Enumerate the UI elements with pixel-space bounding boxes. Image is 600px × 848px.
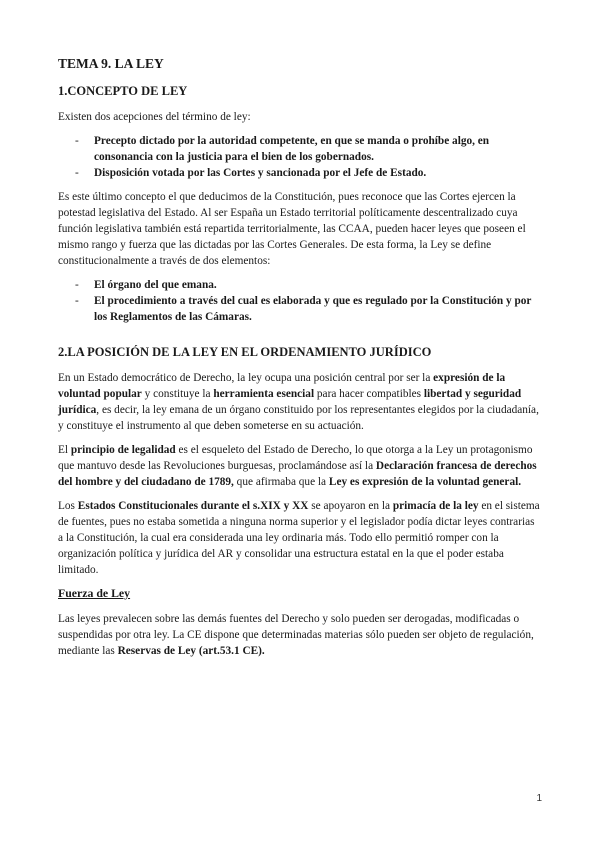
- section-heading-posicion: 2.LA POSICIÓN DE LA LEY EN EL ORDENAMIENTO JURÍDICO: [58, 345, 432, 359]
- document-page: [58, 56, 542, 667]
- list-item-text: El órgano del que emana.: [94, 279, 217, 291]
- paragraph-principio-legalidad: El principio de legalidad es el esqueleto del Estado de Derecho, lo que otorga a la Ley un protagonismo que mantuvo desde las Revoluciones burguesas, proclamándose así la Declaración francesa de derechos del hombre y del ciudadano de 1789, que afirmaba que la Ley es expresión de la voluntad general.: [58, 444, 537, 488]
- section-spacer: [58, 333, 542, 345]
- paragraph-estados-constitucionales: Los Estados Constitucionales durante el s.XIX y XX se apoyaron en la primacía de la ley en el sistema de fuentes, pues no estaba sometida a ninguna norma superior y el legislador podía dictar leyes contrarias a la Constitución, la cual era considerada una ley ordinaria más. Todo ello permitió romper con la organización política y jurídica del AR y consolidar una estructura estatal en la que el poder estaba limitado.: [58, 500, 540, 576]
- paragraph-constitucion: Es este último concepto el que deducimos de la Constitución, pues reconoce que las Cortes ejercen la potestad legislativa del Estado. Al ser España un Estado territorial políticamente descentralizado cuya función legislativa también está repartida territorialmente, las CCAA, pueden hacer leyes que poseen el mismo rango y fuerza que las dictadas por las Cortes Generales. De esta forma, la Ley se define constitucionalmente a través de dos elementos:: [58, 191, 526, 267]
- dash-marker: -: [75, 295, 79, 307]
- list-item-text: El procedimiento a través del cual es elaborada y que es regulado por la Constitución y por los Reglamentos de las Cámaras.: [94, 295, 532, 323]
- list-item: [58, 277, 542, 293]
- subheading-fuerza-de-ley: Fuerza de Ley: [58, 586, 131, 600]
- page-number: 1: [536, 793, 542, 804]
- section-heading-concepto: 1.CONCEPTO DE LEY: [58, 84, 188, 98]
- acepciones-list: [58, 133, 542, 181]
- list-item-text: Disposición votada por las Cortes y sancionada por el Jefe de Estado.: [94, 167, 427, 179]
- list-item: [58, 165, 542, 181]
- paragraph-fuerza-de-ley: Las leyes prevalecen sobre las demás fuentes del Derecho y solo pueden ser derogadas, modificadas o suspendidas por otra ley. La CE dispone que determinadas materias sólo pueden ser objeto de regulación, mediante las Reservas de Ley (art.53.1 CE).: [58, 613, 534, 657]
- document-title: TEMA 9. LA LEY: [58, 56, 164, 71]
- paragraph-intro: Existen dos acepciones del término de ley:: [58, 111, 251, 123]
- paragraph-estado-democratico: En un Estado democrático de Derecho, la ley ocupa una posición central por ser la expresión de la voluntad popular y constituye la herramienta esencial para hacer compatibles libertad y seguridad jurídica, es decir, la ley emana de un órgano constituido por los representantes elegidos por la ciudadanía, y constituye el instrumento al que deben someterse en su actuación.: [58, 372, 539, 432]
- dash-marker: -: [75, 279, 79, 291]
- dash-marker: -: [75, 135, 79, 147]
- list-item: [58, 133, 542, 165]
- elementos-list: [58, 277, 542, 325]
- list-item: [58, 293, 542, 325]
- list-item-text: Precepto dictado por la autoridad competente, en que se manda o prohíbe algo, en consonancia con la justicia para el bien de los gobernados.: [94, 135, 490, 163]
- dash-marker: -: [75, 167, 79, 179]
